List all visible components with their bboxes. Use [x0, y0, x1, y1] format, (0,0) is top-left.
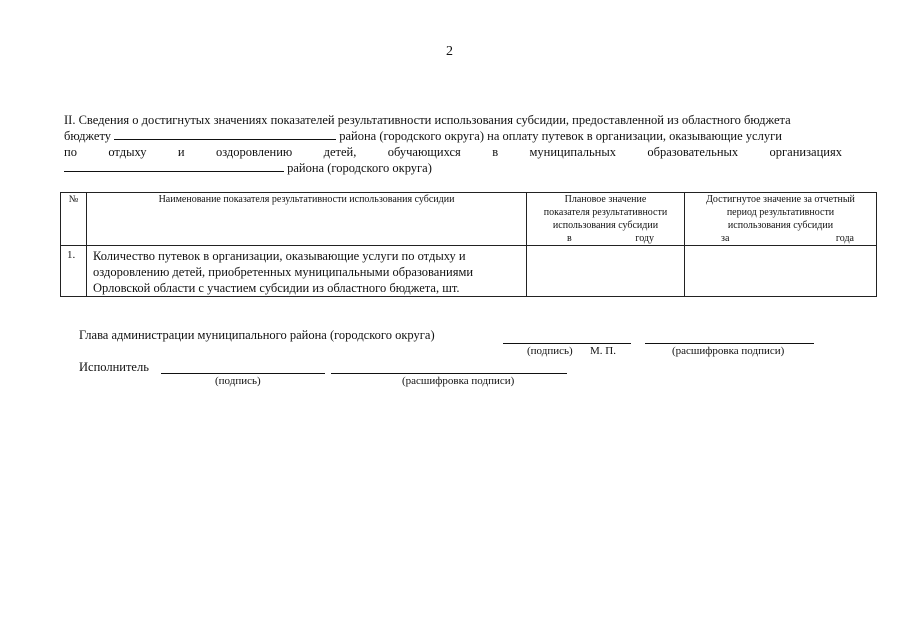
section-heading [64, 112, 842, 128]
executor-decode-line[interactable] [331, 373, 567, 374]
header-planned-year-prefix: в [567, 233, 572, 244]
heading-line-2 [64, 128, 842, 144]
header-planned-line-3: использования субсидии [552, 220, 659, 231]
heading-word: образовательных [647, 145, 739, 159]
heading-word: по [64, 145, 77, 159]
heading-line-3 [64, 144, 842, 160]
executor-caption-decode: (расшифровка подписи) [402, 375, 515, 387]
header-planned-line-1: Плановое значение [564, 194, 647, 205]
heading-line-4 [64, 160, 842, 176]
head-decode-line[interactable] [645, 343, 814, 344]
heading-word: организациях [769, 145, 842, 159]
header-name: Наименование показателя результативности использования субсидии [87, 193, 527, 246]
executor-label: Исполнитель [79, 360, 149, 374]
header-achieved-line-1: Достигнутое значение за отчетный [706, 194, 855, 205]
head-signature-line[interactable] [503, 343, 631, 344]
header-achieved-year-prefix: за [721, 233, 730, 244]
heading-word: муниципальных [529, 145, 617, 159]
heading-word: детей, [323, 145, 357, 159]
row-indicator-name: Количество путевок в организации, оказывающие услуги по отдыху и оздоровлению детей, приобретенных муниципальными образованиями Орловской области с участием субсидии из областного бюджета, шт. [87, 246, 527, 297]
heading-line-1: II. Сведения о достигнутых значениях показателей результативности использования субсидии, предоставленной из областного бюджета [64, 113, 791, 127]
header-achieved-line-3: использования субсидии [727, 220, 834, 231]
row-num: 1. [61, 246, 87, 297]
header-num: № [61, 193, 87, 246]
heading-line-2-start: бюджету [64, 129, 111, 143]
head-caption-signature: (подпись) [527, 345, 573, 357]
heading-word: в [492, 145, 499, 159]
executor-caption-signature: (подпись) [215, 375, 261, 387]
page-number: 2 [446, 44, 453, 59]
row-planned-value[interactable] [527, 246, 685, 297]
header-achieved-year-suffix: года [835, 233, 854, 244]
heading-word: и [177, 145, 185, 159]
heading-word: отдыху [108, 145, 147, 159]
head-caption-decode: (расшифровка подписи) [672, 345, 785, 357]
heading-line-4-end: района (городского округа) [287, 161, 432, 175]
header-achieved [685, 193, 877, 246]
header-planned-year-suffix: году [635, 233, 654, 244]
blank-budget-line[interactable] [114, 128, 336, 140]
heading-word: оздоровлению [215, 145, 293, 159]
executor-signature-line[interactable] [161, 373, 325, 374]
header-achieved-year [685, 232, 876, 245]
heading-word: обучающихся [387, 145, 461, 159]
header-planned [527, 193, 685, 246]
table-row [61, 246, 877, 297]
header-planned-line-2: показателя результативности [543, 207, 668, 218]
head-signature-label: Глава администрации муниципального района (городского округа) [79, 328, 435, 342]
results-table [60, 192, 877, 297]
blank-district-line[interactable] [64, 160, 284, 172]
row-achieved-value[interactable] [685, 246, 877, 297]
table-header-row [61, 193, 877, 246]
header-planned-year [527, 232, 684, 245]
heading-line-2-end: района (городского округа) на оплату путевок в организации, оказывающие услуги [339, 129, 782, 143]
head-caption-seal: М. П. [590, 345, 616, 357]
header-achieved-line-2: период результативности [726, 207, 835, 218]
